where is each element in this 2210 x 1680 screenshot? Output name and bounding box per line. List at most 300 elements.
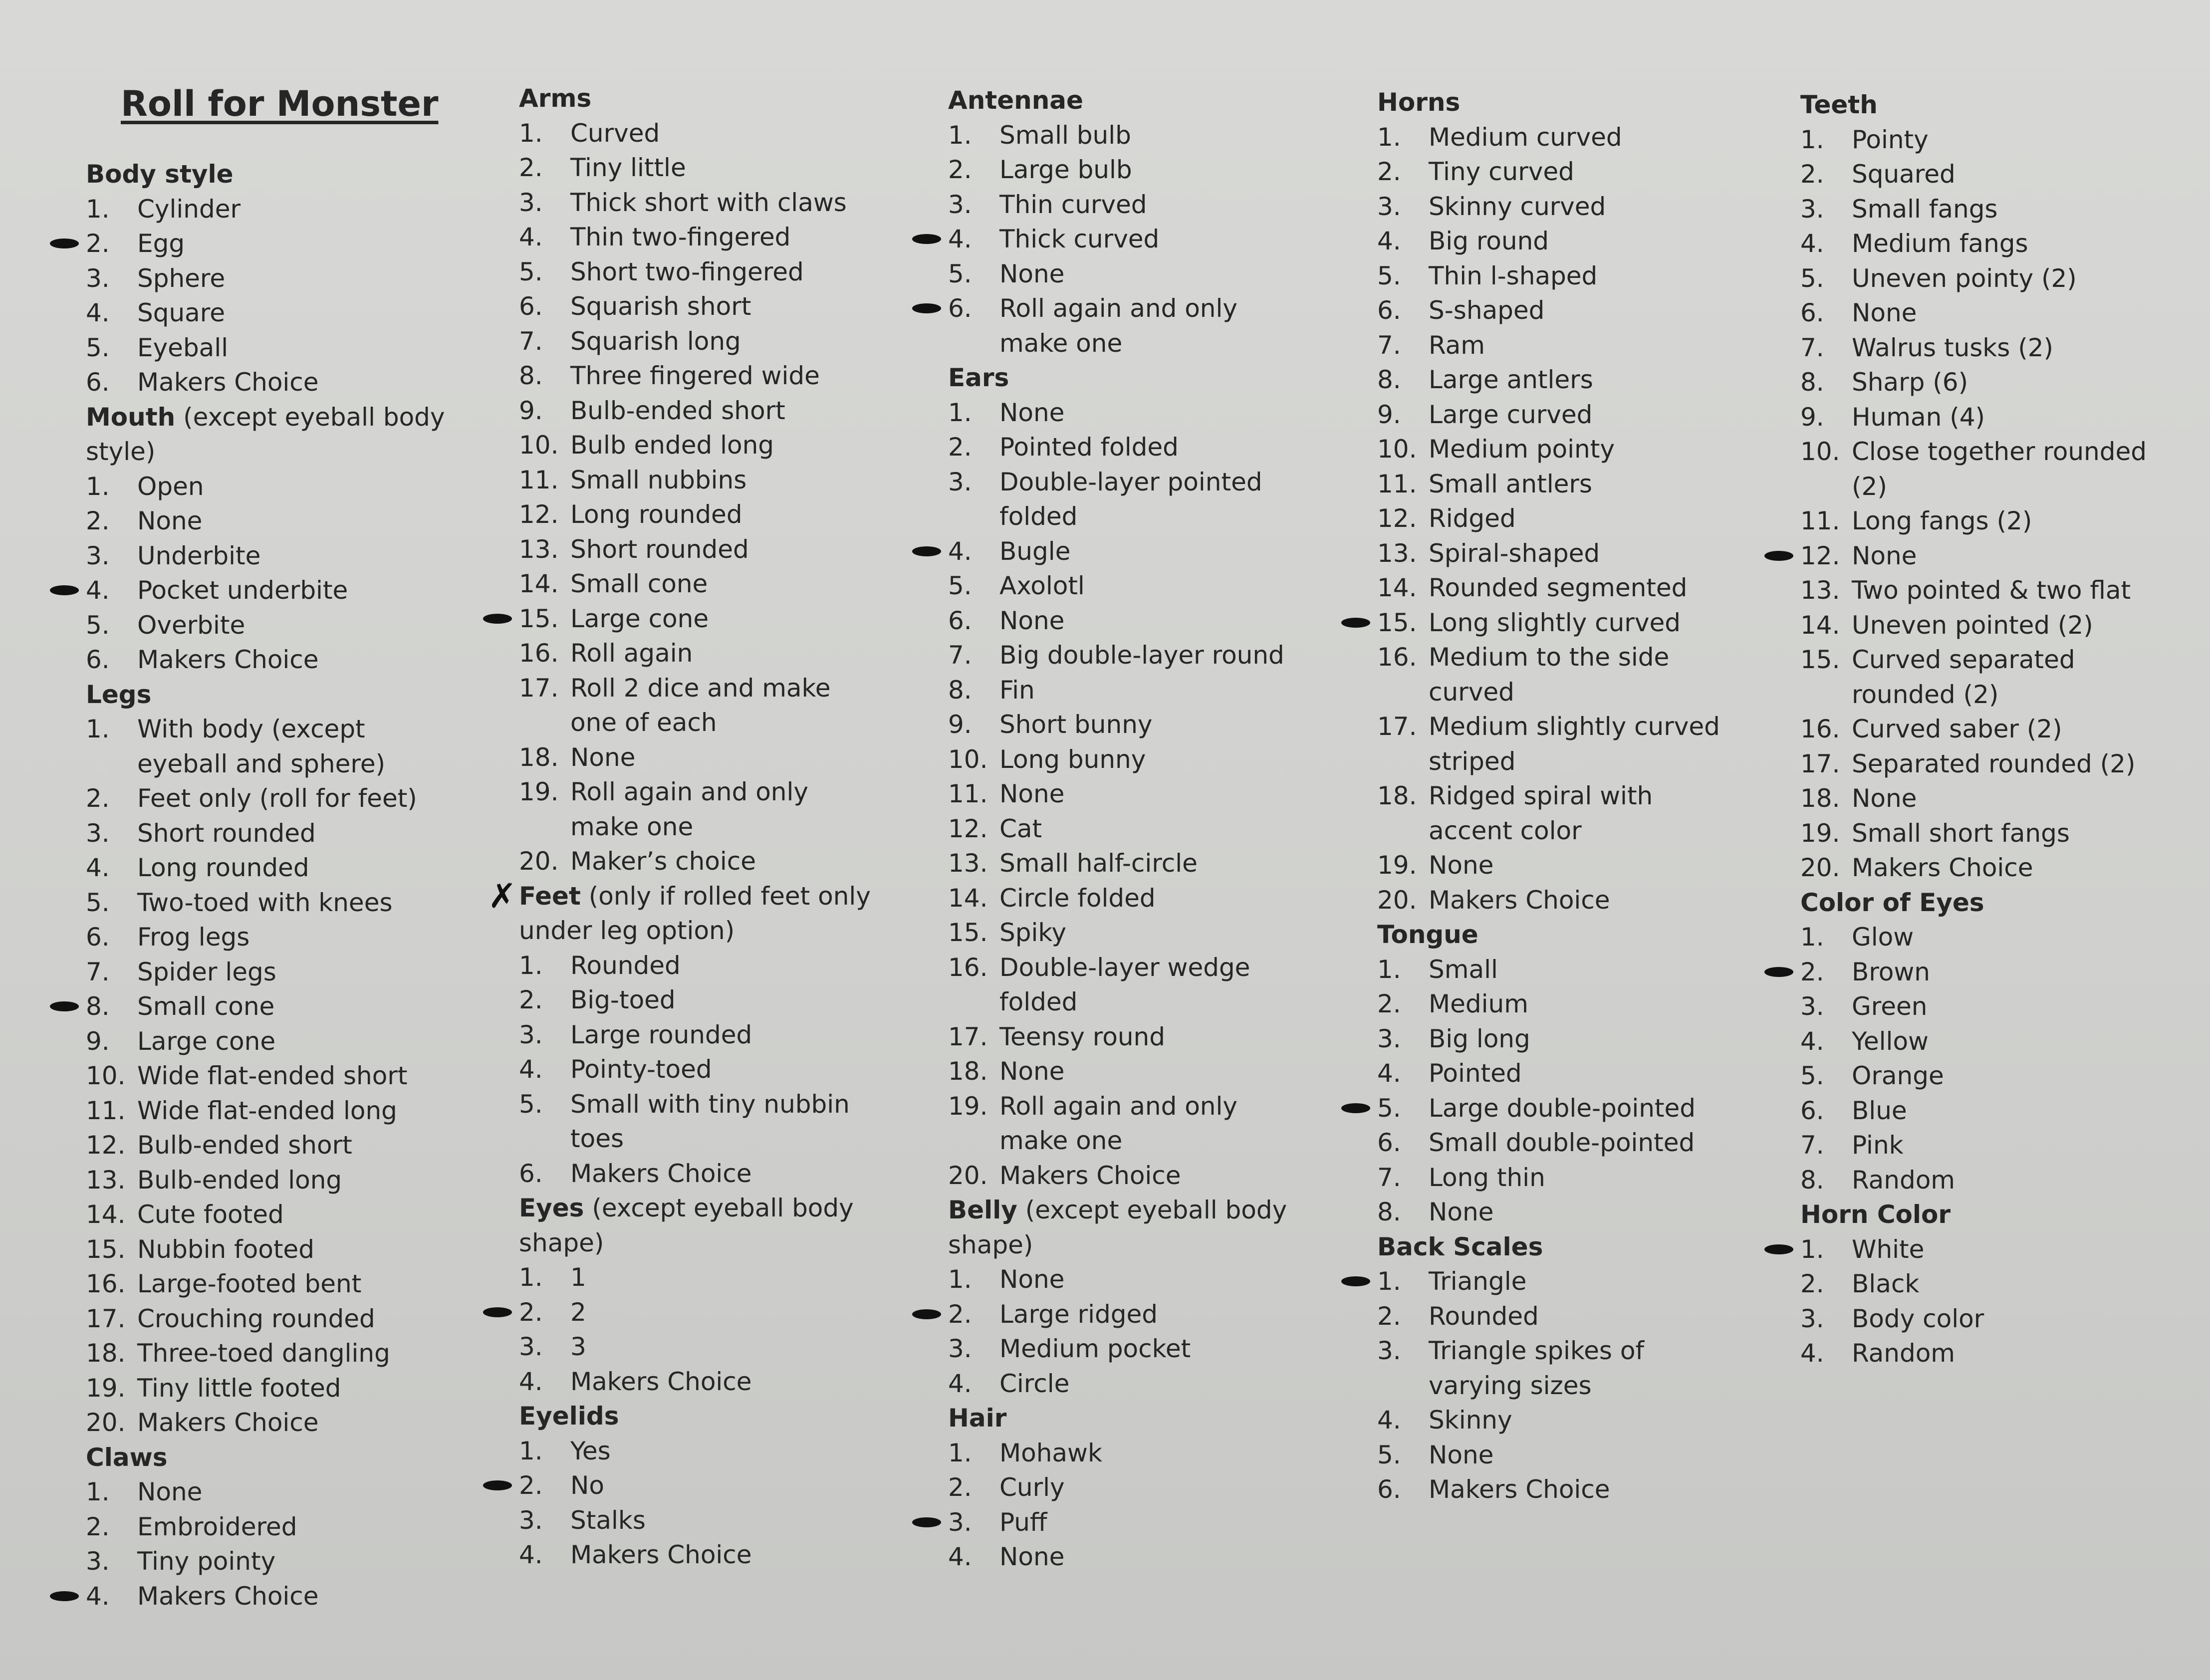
item-text: Small [1429, 955, 1498, 984]
section-heading [1377, 918, 1786, 953]
item-number: 3. [948, 190, 972, 219]
item-text: Long rounded [570, 500, 742, 529]
item-text-continued: toes [570, 1124, 624, 1153]
list-item [519, 1018, 928, 1053]
section-note-continued: shape) [948, 1230, 1033, 1259]
section-title: Feet [519, 881, 581, 911]
section-title: Claws [86, 1442, 168, 1472]
item-text: Large-footed bent [137, 1269, 362, 1298]
section-title: Mouth [86, 402, 176, 432]
section-title: Arms [519, 84, 592, 113]
item-number: 6. [948, 606, 972, 635]
list-item [86, 573, 475, 608]
list-item [948, 569, 1357, 604]
page-title: Roll for Monster [121, 83, 439, 124]
item-number: 6. [86, 645, 110, 674]
section-antennae [948, 83, 1357, 361]
list-item [1377, 640, 1786, 710]
list-item [1800, 1059, 2190, 1094]
column-4 [1377, 85, 1786, 1507]
item-number: 17. [1377, 712, 1417, 741]
list-item [519, 636, 928, 671]
section-color-of-eyes [1800, 886, 2190, 1198]
item-number: 3. [86, 263, 110, 293]
item-number: 12. [86, 1131, 126, 1160]
item-text: Uneven pointed (2) [1852, 610, 2093, 640]
item-number: 16. [519, 639, 559, 668]
list-item [1377, 536, 1786, 571]
list-item [86, 1336, 475, 1371]
list-item [948, 534, 1357, 569]
section-heading [948, 83, 1357, 118]
item-text: Medium fangs [1852, 229, 2028, 258]
item-number: 5. [86, 333, 110, 362]
item-text: Long bunny [999, 744, 1146, 774]
section-claws [86, 1440, 475, 1614]
item-number: 13. [1800, 576, 1840, 605]
list-item [519, 1295, 928, 1330]
list-item [519, 1260, 928, 1295]
list-item [86, 1302, 475, 1337]
item-number: 16. [948, 953, 988, 982]
list-item [948, 1332, 1357, 1367]
item-number: 2. [1377, 989, 1401, 1018]
item-text: Two pointed & two flat [1852, 576, 2131, 605]
list-item [519, 116, 928, 151]
section-tongue [1377, 918, 1786, 1230]
item-text: Double-layer wedge [999, 953, 1250, 982]
list-item [948, 430, 1357, 465]
list-item [86, 886, 475, 921]
item-number: 16. [86, 1269, 126, 1298]
item-text: None [999, 606, 1065, 635]
item-number: 19. [948, 1091, 988, 1121]
item-number: 2. [948, 1473, 972, 1502]
list-item [1377, 1299, 1786, 1334]
item-number: 1. [1800, 1234, 1824, 1264]
item-text: Squarish long [570, 326, 741, 356]
item-text: Ridged spiral with [1429, 781, 1653, 810]
list-item [948, 465, 1357, 534]
list-item [86, 1544, 475, 1579]
item-number: 3. [86, 818, 110, 848]
item-text: Cylinder [137, 194, 241, 224]
item-text: Roll again [570, 639, 693, 668]
item-number: 2. [1800, 1269, 1824, 1298]
section-heading [1377, 1230, 1786, 1265]
list-item [948, 708, 1357, 742]
item-number: 1. [519, 1436, 543, 1465]
list-item [1377, 953, 1786, 987]
item-text: Pointed folded [999, 433, 1179, 462]
item-number: 4. [1800, 229, 1824, 258]
list-item [948, 1020, 1357, 1055]
section-heading [948, 361, 1357, 396]
item-text: Uneven pointy (2) [1852, 263, 2077, 293]
list-item [1800, 608, 2190, 643]
item-text: Medium pointy [1429, 435, 1615, 464]
item-number: 9. [1377, 400, 1401, 429]
item-text: Large curved [1429, 400, 1593, 429]
item-text: Large cone [137, 1026, 276, 1056]
item-number: 1. [948, 1265, 972, 1294]
item-text: None [137, 506, 203, 535]
list-item [948, 916, 1357, 951]
section-note-continued: under leg option) [519, 916, 735, 945]
item-text: Small bulb [999, 120, 1131, 150]
item-text: Ram [1429, 330, 1485, 360]
item-text: Pointy-toed [570, 1055, 712, 1084]
item-number: 2. [948, 155, 972, 184]
list-item [1800, 296, 2190, 331]
column-2 [488, 81, 928, 1573]
item-number: 3. [1800, 1304, 1824, 1333]
section-heading [86, 400, 475, 435]
item-number: 11. [519, 465, 559, 494]
list-item [86, 920, 475, 955]
item-number: 13. [86, 1165, 126, 1195]
list-item [519, 983, 928, 1018]
item-text: Spiral-shaped [1429, 538, 1600, 568]
list-item [948, 1089, 1357, 1159]
item-text: Random [1852, 1165, 1956, 1195]
item-text: Mohawk [999, 1438, 1102, 1467]
item-text: None [1429, 1198, 1494, 1226]
item-text: Feet only (roll for feet) [137, 784, 417, 813]
selected-pen-mark [1764, 551, 1793, 561]
list-item [1377, 467, 1786, 502]
item-number: 12. [1377, 504, 1417, 533]
item-number: 12. [1800, 541, 1840, 570]
item-number: 4. [519, 1540, 543, 1569]
item-number: 4. [1377, 1406, 1401, 1435]
selected-pen-mark [1341, 1276, 1370, 1286]
item-number: 2. [519, 1297, 543, 1327]
list-item [1800, 1232, 2190, 1267]
item-text: 1 [570, 1263, 586, 1292]
item-number: 19. [519, 777, 559, 806]
item-text: Random [1852, 1339, 1956, 1368]
selected-pen-mark [912, 1517, 941, 1527]
item-number: 20. [1800, 853, 1840, 882]
list-item [519, 567, 928, 602]
item-number: 11. [1800, 506, 1840, 535]
item-text: White [1852, 1234, 1925, 1264]
list-item [86, 1059, 475, 1094]
section-arms [519, 81, 928, 879]
item-text: Makers Choice [137, 368, 319, 397]
list-item [519, 1157, 928, 1192]
section-note: (except eyeball body [584, 1194, 854, 1222]
list-item [948, 1367, 1357, 1402]
list-item [1800, 1302, 2190, 1337]
item-text: None [570, 742, 636, 772]
list-item [519, 497, 928, 532]
list-item [1377, 1334, 1786, 1403]
section-title: Tongue [1377, 920, 1478, 949]
item-text: Small antlers [1429, 469, 1592, 498]
item-text: Stalks [570, 1505, 646, 1535]
item-text: Curved separated [1852, 645, 2075, 674]
list-item [1800, 989, 2190, 1024]
item-number: 2. [1800, 957, 1824, 986]
item-text: Curved saber (2) [1852, 715, 2062, 743]
item-number: 1. [1377, 955, 1401, 984]
list-item [948, 257, 1357, 292]
item-text: Squared [1852, 160, 1956, 189]
list-item [948, 777, 1357, 812]
item-text: Long thin [1429, 1163, 1545, 1192]
item-number: 10. [1800, 437, 1840, 466]
item-text: None [999, 1265, 1065, 1294]
list-item [86, 712, 475, 781]
item-text: Large ridged [999, 1299, 1158, 1329]
item-text: Medium to the side [1429, 643, 1670, 672]
list-item [1800, 1163, 2190, 1198]
item-number: 7. [86, 957, 110, 986]
list-item [948, 1297, 1357, 1332]
list-item [1800, 1336, 2190, 1371]
item-text: Makers Choice [137, 1581, 319, 1611]
item-text: Large bulb [999, 155, 1132, 184]
item-number: 8. [1800, 1165, 1824, 1195]
item-text: None [137, 1477, 203, 1506]
item-text: Spider legs [137, 957, 276, 986]
list-item [948, 604, 1357, 639]
section-title: Antennae [948, 86, 1083, 115]
item-text-continued: (2) [1852, 472, 1887, 501]
item-text: Crouching rounded [137, 1304, 375, 1333]
item-text: Orange [1852, 1061, 1944, 1090]
item-text: None [999, 1057, 1065, 1086]
item-number: 2. [948, 433, 972, 462]
list-item [1800, 816, 2190, 851]
list-item [1800, 1024, 2190, 1059]
item-text: Two-toed with knees [137, 888, 393, 917]
item-number: 2. [1377, 1301, 1401, 1331]
item-text-continued: striped [1429, 746, 1516, 776]
item-text: Sharp (6) [1852, 368, 1968, 397]
selected-pen-mark [912, 303, 941, 313]
item-number: 3. [948, 1507, 972, 1537]
item-text: Blue [1852, 1096, 1907, 1125]
item-number: 17. [519, 673, 559, 703]
item-text: Small fangs [1852, 194, 1998, 224]
item-number: 14. [948, 883, 988, 913]
item-text: Teensy round [999, 1022, 1165, 1051]
item-number: 19. [1800, 818, 1840, 848]
list-item [519, 220, 928, 255]
item-number: 20. [948, 1161, 988, 1190]
item-text: S-shaped [1429, 296, 1545, 325]
section-note-continued: shape) [519, 1228, 604, 1257]
item-text: Thin curved [999, 190, 1147, 219]
list-item [86, 1094, 475, 1129]
list-item [519, 394, 928, 429]
item-number: 5. [519, 257, 543, 286]
item-text: Skinny [1429, 1406, 1512, 1435]
item-number: 18. [1377, 781, 1417, 810]
item-text: Cat [999, 814, 1042, 843]
item-number: 18. [519, 742, 559, 772]
item-text: Small cone [570, 569, 708, 598]
list-item [519, 1503, 928, 1538]
item-text: Medium [1429, 989, 1528, 1018]
item-text: Long fangs (2) [1852, 506, 2032, 535]
item-text: Roll again and only [999, 294, 1237, 323]
item-text-continued: folded [999, 987, 1078, 1016]
list-item [1800, 781, 2190, 816]
item-number: 2. [86, 784, 110, 813]
list-item [1377, 155, 1786, 190]
list-item [1800, 573, 2190, 608]
list-item [948, 1262, 1357, 1297]
list-item [86, 504, 475, 539]
list-item [86, 539, 475, 574]
item-number: 1. [519, 1263, 543, 1292]
item-text: Body color [1852, 1304, 1984, 1333]
item-number: 7. [1800, 1131, 1824, 1160]
item-number: 9. [86, 1026, 110, 1056]
item-text: Small double-pointed [1429, 1128, 1695, 1157]
item-text: Three-toed dangling [137, 1339, 390, 1368]
item-number: 20. [1377, 885, 1417, 915]
item-text: Thin l-shaped [1429, 261, 1598, 290]
item-number: 4. [86, 576, 110, 605]
list-item [1800, 1128, 2190, 1163]
item-text: Makers Choice [1852, 853, 2033, 882]
selected-pen-mark [483, 614, 512, 624]
item-text: Maker’s choice [570, 847, 756, 876]
list-item [519, 428, 928, 463]
list-item [519, 463, 928, 498]
item-number: 13. [948, 849, 988, 878]
item-number: 3. [519, 188, 543, 217]
item-text: None [999, 398, 1065, 427]
item-number: 13. [519, 534, 559, 564]
section-heading [519, 1399, 928, 1434]
section-feet [488, 876, 928, 1192]
item-number: 1. [1800, 125, 1824, 154]
list-item [519, 602, 928, 637]
list-item [1377, 1438, 1786, 1473]
item-number: 20. [519, 847, 559, 876]
list-item [519, 1365, 928, 1400]
item-number: 14. [1377, 573, 1417, 602]
item-number: 4. [86, 298, 110, 327]
item-number: 11. [1377, 469, 1417, 498]
list-item [1377, 224, 1786, 259]
item-number: 19. [86, 1373, 126, 1403]
item-text: Squarish short [570, 292, 751, 321]
item-number: 7. [1800, 333, 1824, 362]
list-item [519, 1330, 928, 1365]
list-item [1377, 1056, 1786, 1091]
section-heading [1800, 1198, 2190, 1232]
section-horns [1377, 85, 1786, 918]
item-number: 1. [948, 1438, 972, 1467]
item-number: 5. [519, 1089, 543, 1119]
list-item [1377, 710, 1786, 779]
item-number: 6. [948, 294, 972, 323]
selected-pen-mark [483, 1307, 512, 1317]
list-item [1377, 1161, 1786, 1196]
list-item [86, 1475, 475, 1510]
list-item [86, 365, 475, 400]
item-text: Curly [999, 1473, 1065, 1502]
list-item [519, 359, 928, 394]
list-item [86, 1267, 475, 1302]
list-item [1800, 1094, 2190, 1129]
item-text: Bugle [999, 536, 1071, 566]
item-text: No [570, 1471, 604, 1500]
item-number: 5. [1377, 1093, 1401, 1123]
list-item [519, 1434, 928, 1469]
list-item [86, 296, 475, 331]
item-number: 2. [86, 229, 110, 258]
section-horn-color [1800, 1198, 2190, 1371]
item-number: 6. [519, 1159, 543, 1188]
list-item [1800, 643, 2190, 712]
list-item [948, 222, 1357, 257]
item-number: 5. [86, 888, 110, 917]
item-text: Spiky [999, 918, 1067, 947]
item-text: Double-layer pointed [999, 467, 1262, 496]
item-text-continued: accent color [1429, 816, 1582, 845]
item-text-continued: make one [999, 328, 1123, 358]
list-item [948, 951, 1357, 1020]
list-item [1377, 883, 1786, 918]
item-number: 5. [1377, 261, 1401, 290]
item-number: 1. [86, 472, 110, 501]
item-number: 6. [86, 368, 110, 397]
item-text: Small nubbins [570, 465, 747, 494]
item-number: 9. [948, 710, 972, 739]
list-item [1377, 987, 1786, 1022]
item-text: Open [137, 472, 204, 501]
item-number: 4. [519, 1367, 543, 1396]
item-number: 5. [948, 259, 972, 288]
item-number: 11. [948, 779, 988, 808]
item-text: Overbite [137, 610, 246, 640]
item-text: Tiny little [570, 153, 686, 182]
list-item [948, 1540, 1357, 1575]
list-item [86, 1128, 475, 1163]
section-hair [948, 1401, 1357, 1575]
list-item [1377, 779, 1786, 848]
section-heading [519, 1191, 928, 1226]
item-text: Thin two-fingered [570, 223, 791, 251]
item-number: 10. [1377, 435, 1417, 464]
item-text: Medium slightly curved [1429, 712, 1720, 741]
item-text: Triangle spikes of [1429, 1336, 1645, 1365]
list-item [519, 844, 928, 879]
item-number: 5. [1377, 1440, 1401, 1469]
section-note-continued: style) [86, 437, 156, 466]
item-text: Roll again and only [999, 1091, 1237, 1121]
section-title: Eyelids [519, 1402, 619, 1431]
item-number: 3. [1377, 1336, 1401, 1365]
list-item [86, 643, 475, 678]
item-number: 4. [1800, 1026, 1824, 1056]
item-number: 2. [86, 1512, 110, 1541]
list-item [86, 1024, 475, 1059]
item-number: 4. [948, 1369, 972, 1398]
list-item [1800, 851, 2190, 886]
item-number: 15. [1800, 645, 1840, 674]
item-text: Sphere [137, 263, 226, 293]
item-number: 2. [86, 506, 110, 535]
